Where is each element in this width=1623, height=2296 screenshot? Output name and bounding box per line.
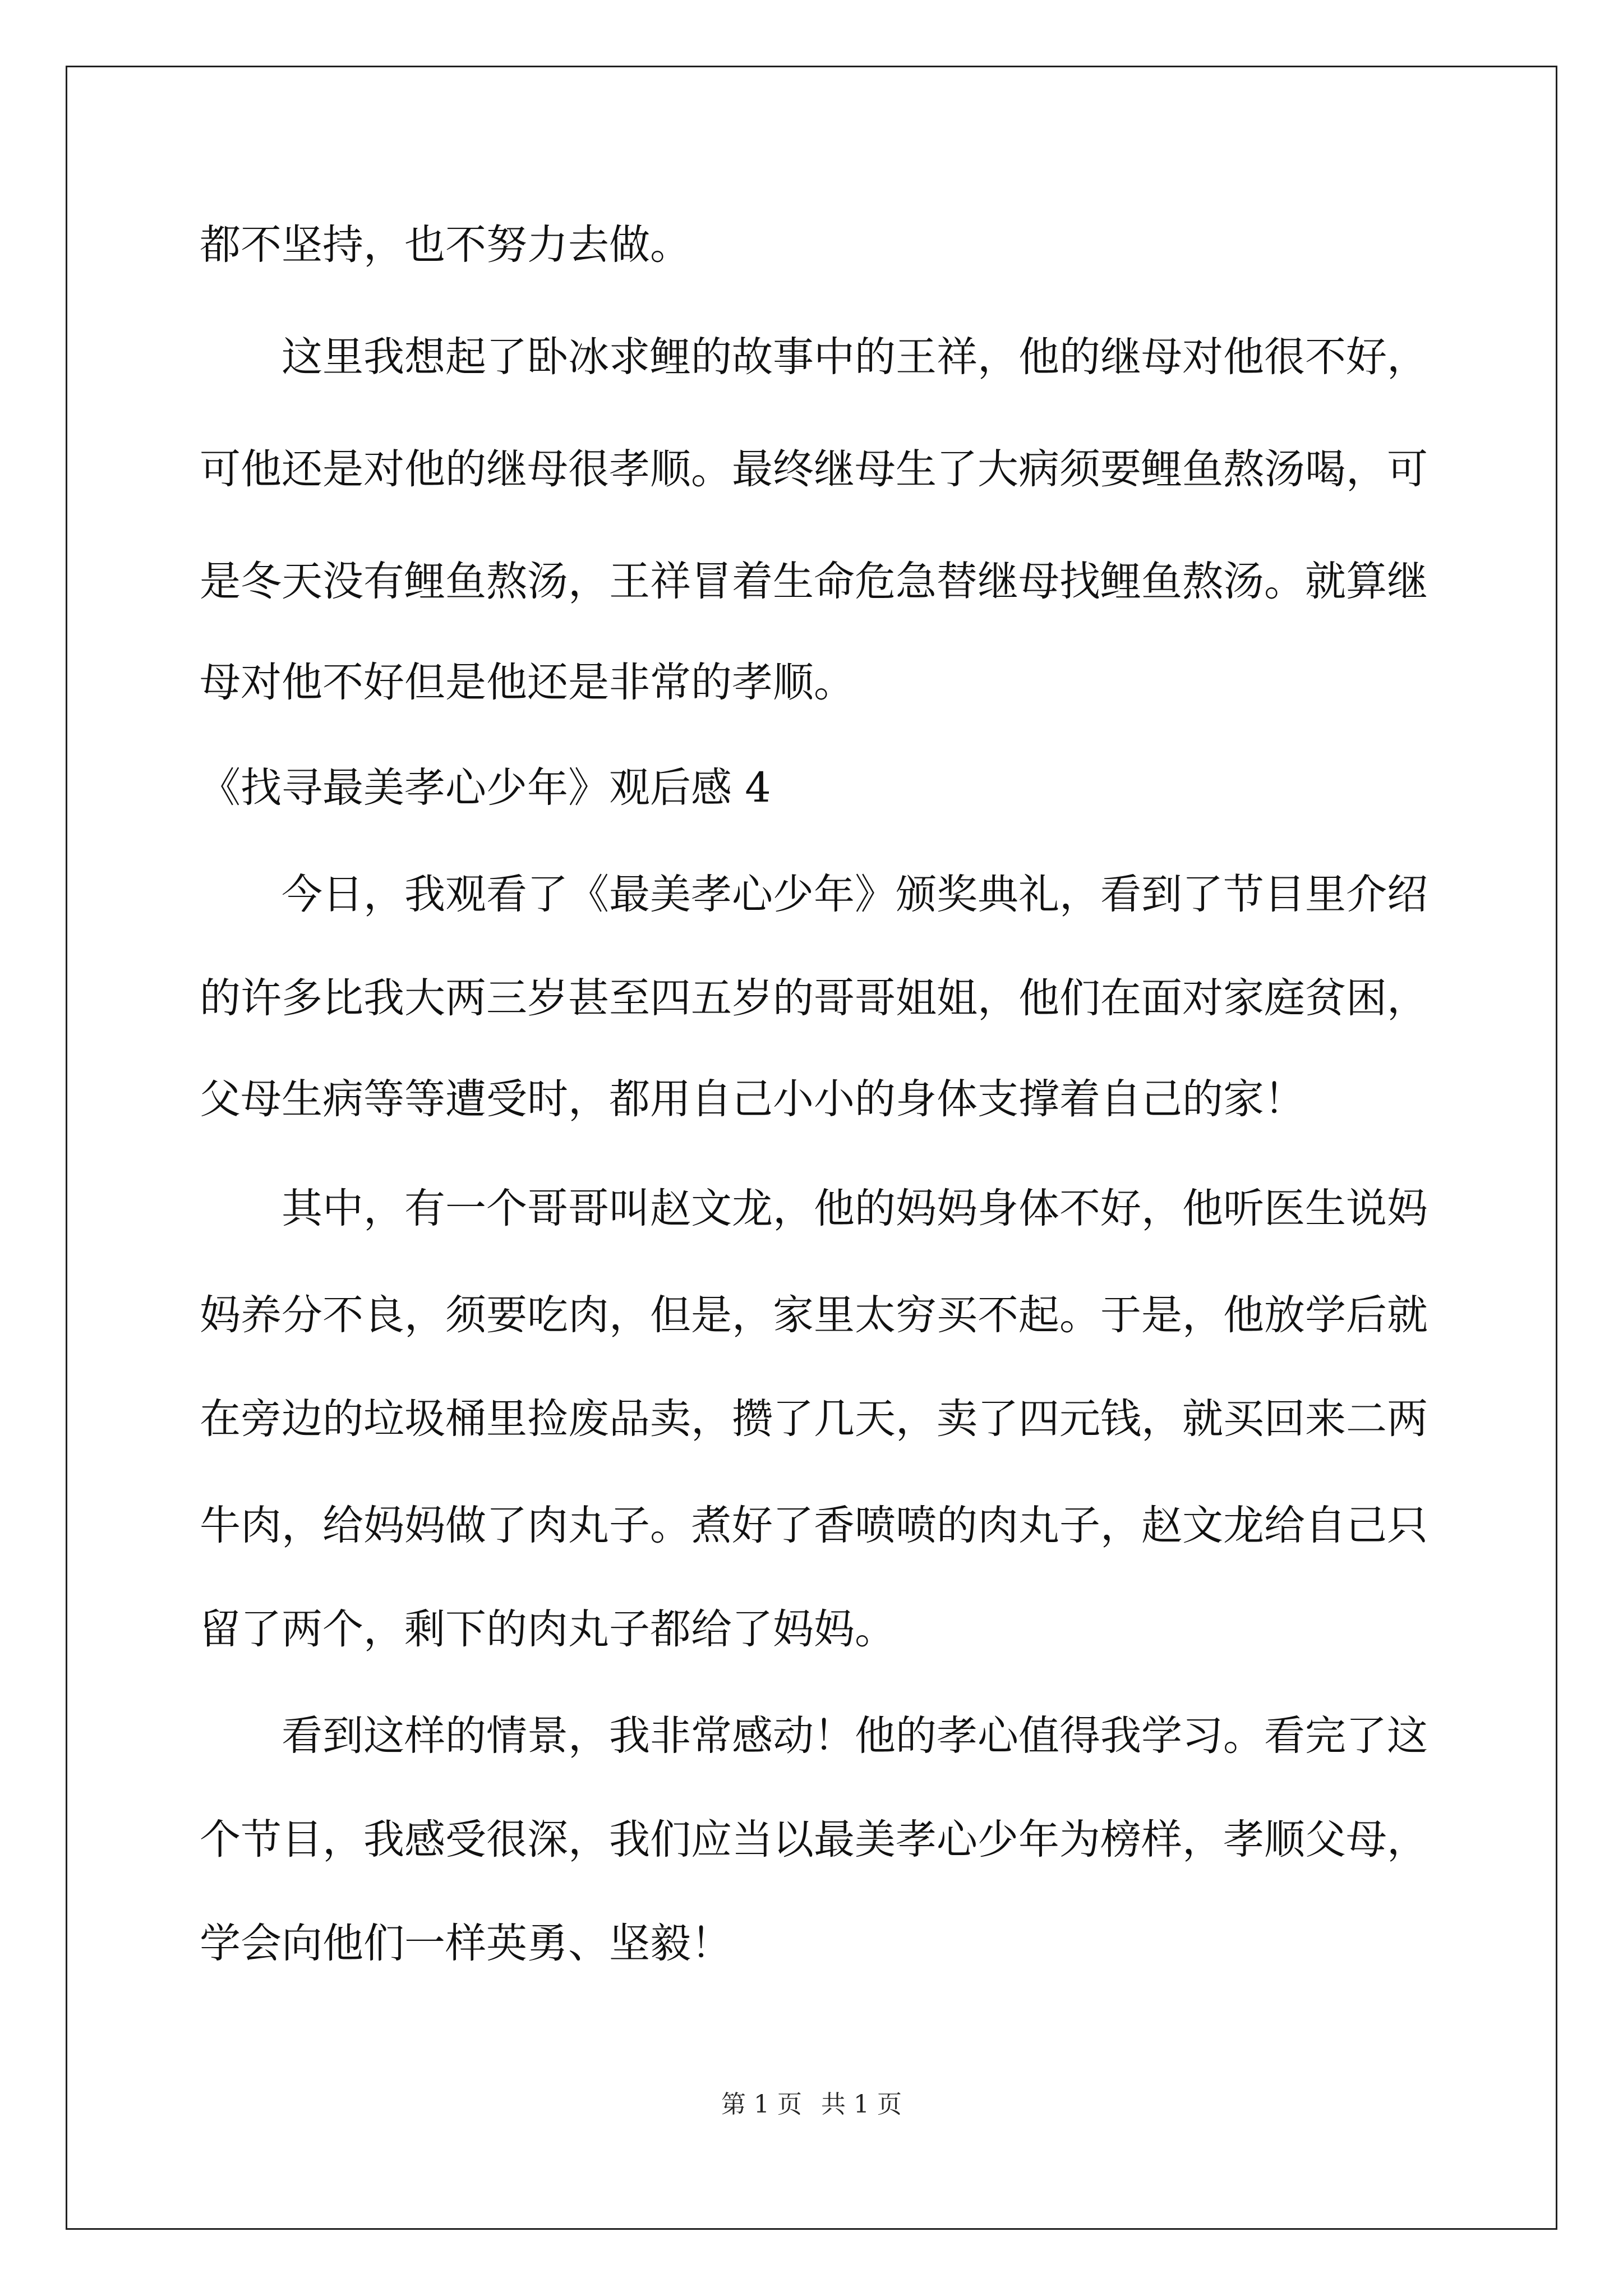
paragraph-line: 父母生病等等遭受时，都用自己小小的身体支撑着自己的家！	[200, 1075, 1305, 1123]
section-heading: 《找寻最美孝心少年》观后感 4	[200, 764, 771, 812]
paragraph-line: 妈养分不良，须要吃肉，但是，家里太穷买不起。于是，他放学后就	[200, 1291, 1428, 1339]
paragraph-line: 母对他不好但是他还是非常的孝顺。	[200, 659, 855, 706]
page-border	[66, 66, 1557, 2230]
page-number: 第 1 页	[721, 2090, 802, 2119]
page-total: 共 1 页	[821, 2090, 902, 2119]
paragraph-line: 都不坚持，也不努力去做。	[200, 221, 691, 269]
paragraph-line: 个节目，我感受很深，我们应当以最美孝心少年为榜样，孝顺父母，	[200, 1816, 1428, 1864]
paragraph-line: 是冬天没有鲤鱼熬汤，王祥冒着生命危急替继母找鲤鱼熬汤。就算继	[200, 558, 1428, 605]
paragraph-line: 留了两个，剩下的肉丸子都给了妈妈。	[200, 1605, 896, 1653]
paragraph-line: 牛肉，给妈妈做了肉丸子。煮好了香喷喷的肉丸子，赵文龙给自己只	[200, 1502, 1428, 1549]
paragraph-line: 可他还是对他的继母很孝顺。最终继母生了大病须要鲤鱼熬汤喝，可	[200, 445, 1428, 493]
paragraph-line: 学会向他们一样英勇、坚毅！	[200, 1920, 732, 1967]
page-footer	[0, 2088, 1623, 2122]
paragraph-line: 的许多比我大两三岁甚至四五岁的哥哥姐姐，他们在面对家庭贫困，	[200, 974, 1428, 1022]
paragraph-line: 这里我想起了卧冰求鲤的故事中的王祥，他的继母对他很不好，	[282, 333, 1428, 381]
paragraph-line: 看到这样的情景，我非常感动！他的孝心值得我学习。看完了这	[282, 1712, 1428, 1760]
paragraph-line: 在旁边的垃圾桶里捡废品卖，攒了几天，卖了四元钱，就买回来二两	[200, 1395, 1428, 1443]
paragraph-line: 其中，有一个哥哥叫赵文龙，他的妈妈身体不好，他听医生说妈	[282, 1185, 1428, 1232]
paragraph-line: 今日，我观看了《最美孝心少年》颁奖典礼，看到了节目里介绍	[282, 871, 1428, 918]
